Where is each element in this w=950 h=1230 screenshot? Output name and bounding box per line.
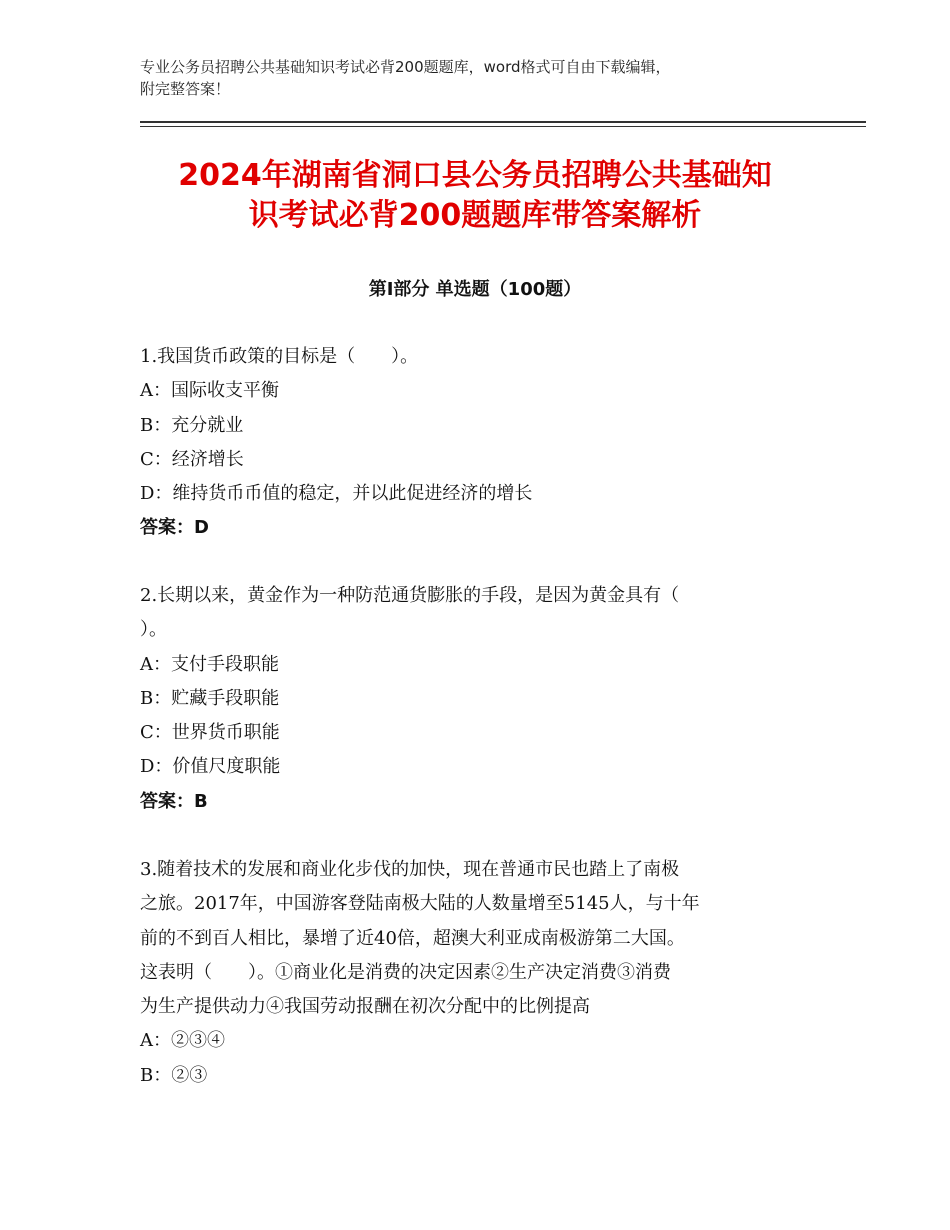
question-3 [140,853,840,1093]
title-line-1: 2024年湖南省洞口县公务员招聘公共基础知 [178,158,772,193]
header-note-line-2: 附完整答案！ [140,80,231,98]
question-2-stem-line-1: 2.长期以来，黄金作为一种防范通货膨胀的手段，是因为黄金具有（ [140,585,680,606]
question-1-option-d: D：维持货币币值的稳定，并以此促进经济的增长 [140,483,533,505]
question-3-stem-line-3: 前的不到百人相比，暴增了近40倍，超澳大利亚成南极游第二大国。 [140,927,685,949]
question-2-option-b: B：贮藏手段职能 [140,687,280,709]
section-heading: 第Ⅰ部分 单选题（100题） [368,279,582,300]
question-3-stem-line-1: 3.随着技术的发展和商业化步伐的加快，现在普通市民也踏上了南极 [140,859,680,880]
question-2-answer: 答案：B [140,790,208,812]
question-3-stem-line-2: 之旅。2017年，中国游客登陆南极大陆的人数量增至5145人，与十年 [140,893,700,915]
question-1 [140,340,840,546]
question-2-stem-line-2: ）。 [140,619,167,641]
header-note [140,56,820,100]
question-2 [140,579,840,819]
question-2-option-d: D：价值尺度职能 [140,756,281,778]
question-3-stem-line-5: 为生产提供动力④我国劳动报酬在初次分配中的比例提高 [140,996,590,1018]
document-title [100,156,850,236]
question-3-stem-line-4: 这表明（ ）。①商业化是消费的决定因素②生产决定消费③消费 [140,961,671,983]
question-2-option-c: C：世界货币职能 [140,722,280,744]
question-2-option-a: A：支付手段职能 [140,653,279,675]
question-3-option-a: A：②③④ [140,1030,225,1052]
question-3-option-b: B：②③ [140,1064,208,1086]
question-1-option-c: C：经济增长 [140,448,244,470]
question-1-answer: 答案：D [140,517,209,539]
question-1-stem: 1.我国货币政策的目标是（ ）。 [140,346,419,367]
title-line-2: 识考试必背200题题库带答案解析 [248,198,702,233]
header-divider-thin [140,126,866,127]
header-divider-thick [140,121,866,123]
header-note-line-1: 专业公务员招聘公共基础知识考试必背200题题库，word格式可自由下载编辑， [140,58,671,76]
question-1-option-a: A：国际收支平衡 [140,380,279,402]
question-1-option-b: B：充分就业 [140,414,244,436]
